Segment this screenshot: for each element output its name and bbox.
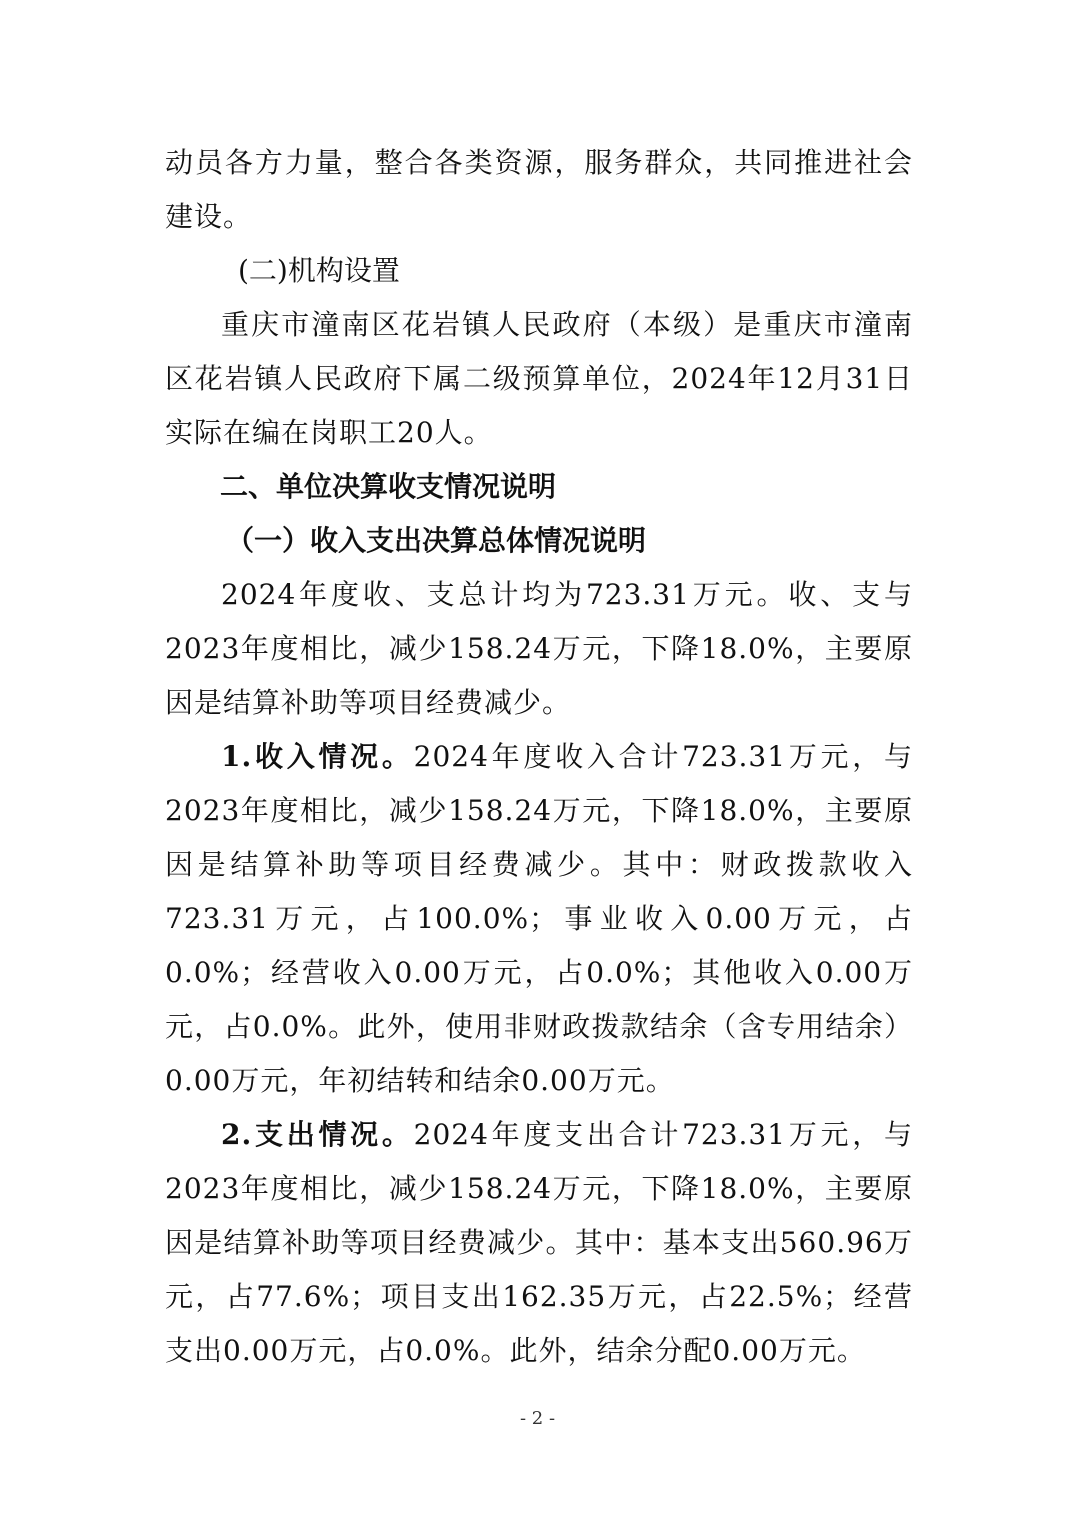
income-lead: 1.收入情况。: [221, 740, 414, 773]
expenditure-lead: 2.支出情况。: [221, 1118, 414, 1151]
expenditure-body: 2024年度支出合计723.31万元，与2023年度相比，减少158.24万元，下降18.0%，主要原因是结算补助等项目经费减少。其中：基本支出560.96万元，占77.6%；项目支出162.35万元，占22.5%；经营支出0.00万元，占0.0%。此外，结余分配0.00万元。: [165, 1118, 913, 1367]
section-heading-organization: (二)机构设置: [238, 254, 400, 287]
subsection-heading: （一）收入支出决算总体情况说明: [226, 524, 647, 557]
income-body: 2024年度收入合计723.31万元，与2023年度相比，减少158.24万元，下降18.0%，主要原因是结算补助等项目经费减少。其中：财政拨款收入723.31万元，占100.0%；事业收入0.00万元，占0.0%；经营收入0.00万元，占0.0%；其他收入0.00万元，占0.0%。此外，使用非财政拨款结余（含专用结余）0.00万元，年初结转和结余0.00万元。: [165, 740, 913, 1097]
paragraph-income: [165, 730, 913, 1108]
paragraph-continued: 动员各方力量，整合各类资源，服务群众，共同推进社会建设。: [165, 146, 913, 233]
paragraph-organization: 重庆市潼南区花岩镇人民政府（本级）是重庆市潼南区花岩镇人民政府下属二级预算单位，2024年12月31日实际在编在岗职工20人。: [165, 308, 913, 449]
paragraph-expenditure: [165, 1108, 913, 1378]
overview-text: 2024年度收、支总计均为723.31万元。收、支与2023年度相比，减少158.24万元，下降18.0%，主要原因是结算补助等项目经费减少。: [165, 578, 913, 719]
page-number: - 2 -: [519, 1408, 556, 1429]
chapter-heading: 二、单位决算收支情况说明: [220, 470, 557, 503]
paragraph-overview: [165, 568, 913, 730]
